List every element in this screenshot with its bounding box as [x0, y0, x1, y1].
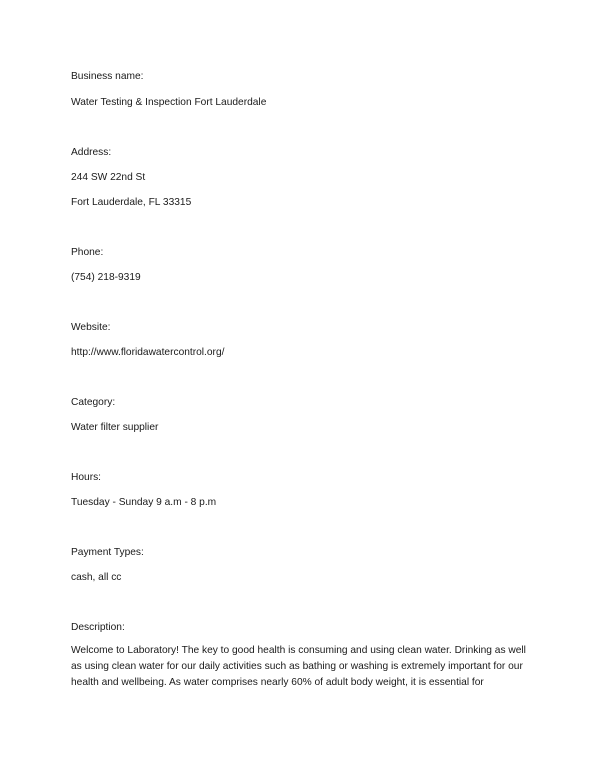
payment-types-label: Payment Types: — [71, 547, 144, 558]
website-label: Website: — [71, 322, 111, 333]
category-value: Water filter supplier — [71, 422, 159, 433]
address-city: Fort Lauderdale, FL 33315 — [71, 197, 192, 208]
website-value: http://www.floridawatercontrol.org/ — [71, 347, 225, 358]
description-label: Description: — [71, 622, 125, 633]
phone-value: (754) 218-9319 — [71, 272, 141, 283]
hours-label: Hours: — [71, 472, 102, 483]
description-text: Welcome to Laboratory! The key to good health is consuming and using clean water. Drinking as well as using clean water for our daily activities such as bathing or washing is extremely important for our health and wellbeing. As water comprises nearly 60% of adult body weight, it is essential for — [71, 645, 526, 688]
business-name-label: Business name: — [71, 71, 144, 82]
phone-label: Phone: — [71, 247, 104, 258]
address-label: Address: — [71, 147, 112, 158]
category-label: Category: — [71, 397, 116, 408]
hours-value: Tuesday - Sunday 9 a.m - 8 p.m — [71, 497, 217, 508]
payment-types-value: cash, all cc — [71, 572, 122, 583]
address-street: 244 SW 22nd St — [71, 172, 146, 183]
business-name-value: Water Testing & Inspection Fort Lauderdale — [71, 97, 267, 108]
